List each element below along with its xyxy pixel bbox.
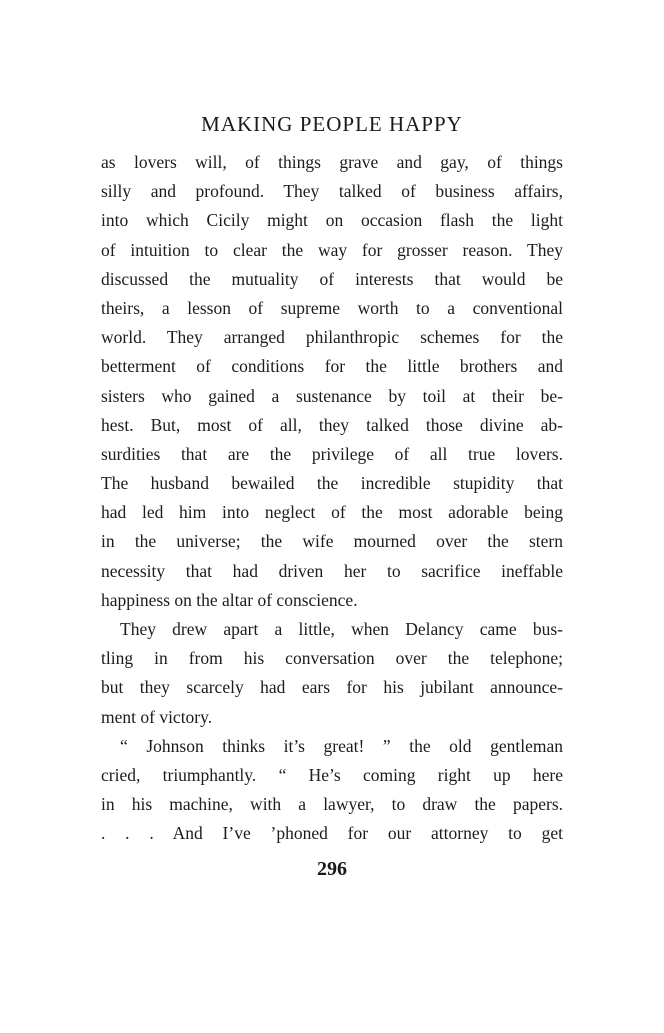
running-head: MAKING PEOPLE HAPPY — [201, 112, 463, 136]
text-line: surdities that are the privilege of all true lovers. — [101, 443, 563, 464]
text-line: sisters who gained a sustenance by toil at their be- — [101, 385, 563, 406]
paragraph-start-line: “ Johnson thinks it’s great! ” the old gentleman — [120, 735, 563, 756]
text-line: discussed the mutuality of interests that would be — [101, 268, 563, 289]
text-line: but they scarcely had ears for his jubilant announce- — [101, 677, 563, 698]
text-line: . . . And I’ve ’phoned for our attorney to get — [101, 823, 563, 844]
text-line: hest. But, most of all, they talked those divine ab- — [101, 414, 563, 435]
text-line: of intuition to clear the way for grosser reason. They — [101, 239, 563, 260]
body-text — [101, 148, 563, 849]
text-line: in his machine, with a lawyer, to draw the papers. — [101, 794, 563, 815]
text-line: necessity that had driven her to sacrifice ineffable — [101, 560, 563, 581]
text-line: silly and profound. They talked of business affairs, — [101, 181, 563, 202]
text-line: as lovers will, of things grave and gay, of things — [101, 152, 563, 172]
paragraph-start-line: They drew apart a little, when Delancy came bus- — [120, 619, 563, 639]
paragraph-end-line: happiness on the altar of conscience. — [101, 589, 358, 610]
text-line: world. They arranged philanthropic schemes for the — [101, 327, 563, 348]
text-line: into which Cicily might on occasion flash the light — [101, 210, 563, 231]
text-line: cried, triumphantly. “ He’s coming right up here — [101, 764, 563, 785]
paragraph-end-line: ment of victory. — [101, 706, 213, 727]
text-line: in the universe; the wife mourned over the stern — [101, 531, 563, 552]
text-line: The husband bewailed the incredible stupidity that — [101, 473, 563, 494]
text-line: tling in from his conversation over the telephone; — [101, 648, 563, 669]
text-line: theirs, a lesson of supreme worth to a conventional — [101, 297, 563, 318]
text-line: betterment of conditions for the little brothers and — [101, 356, 563, 377]
text-line: had led him into neglect of the most adorable being — [101, 502, 563, 523]
page-number: 296 — [317, 858, 347, 880]
